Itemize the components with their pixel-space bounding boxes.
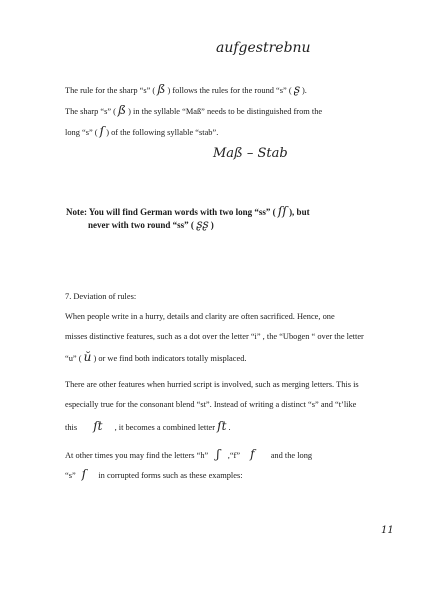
sharp-s-line-3: long “s” ( ſ ) of the following syllable “stab”. (65, 124, 219, 138)
sharp-s-line-1: The rule for the sharp “s” ( ß ) follows the rules for the round “s” ( ʂ ). (65, 82, 307, 96)
sharp-s-glyph: ß (157, 82, 166, 96)
f-corrupted-glyph: f (250, 447, 255, 461)
paragraph-1-line-3: “u” ( ŭ ) or we find both indicators totally misplaced. (65, 350, 247, 364)
distinct-st-glyph: ſt (93, 419, 103, 433)
handwritten-heading: aufgestrebnu (216, 40, 311, 56)
double-long-s-glyph: ſſ (277, 204, 287, 218)
paragraph-3-line-2: “s” ſ in corrupted forms such as these examples: (65, 467, 243, 481)
note-line-1: Note: You will find German words with two long “ss” ( ſſ ), but (66, 204, 310, 218)
paragraph-2-line-3: this ſt , it becomes a combined letter ſt . (65, 419, 231, 433)
handwritten-mass-stab: Maß – Stab (213, 146, 288, 161)
paragraph-1-line-2: misses distinctive features, such as a dot over the letter “i” , the “Ubogen “ over the letter (65, 332, 364, 341)
section-heading: 7. Deviation of rules: (65, 292, 137, 301)
double-round-s-glyph: ʂʂ (196, 217, 209, 231)
sharp-s-glyph: ß (118, 103, 127, 117)
h-corrupted-glyph: ʃ (216, 447, 220, 461)
paragraph-3-line-1: At other times you may find the letters “h” ʃ ,“f” f and the long (65, 447, 313, 461)
sharp-s-line-2: The sharp “s” ( ß ) in the syllable “Maß” needs to be distinguished from the (65, 103, 323, 117)
round-s-glyph: ʂ (293, 82, 300, 96)
long-s-glyph: ſ (99, 124, 105, 138)
paragraph-1-line-1: When people write in a hurry, details and clarity are often sacrificed. Hence, one (65, 312, 335, 321)
u-bogen-glyph: ŭ (83, 350, 92, 364)
combined-st-glyph: ſt (217, 419, 227, 433)
note-line-2: never with two round “ss” ( ʂʂ ) (88, 217, 214, 231)
paragraph-2-line-1: There are other features when hurried script is involved, such as merging letters. This is (65, 380, 359, 389)
paragraph-2-line-2: especially true for the consonant blend “st”. Instead of writing a distinct “s” and “t’like (65, 400, 357, 409)
long-s-corrupted-glyph: ſ (81, 467, 87, 481)
page-number: 11 (381, 525, 394, 536)
